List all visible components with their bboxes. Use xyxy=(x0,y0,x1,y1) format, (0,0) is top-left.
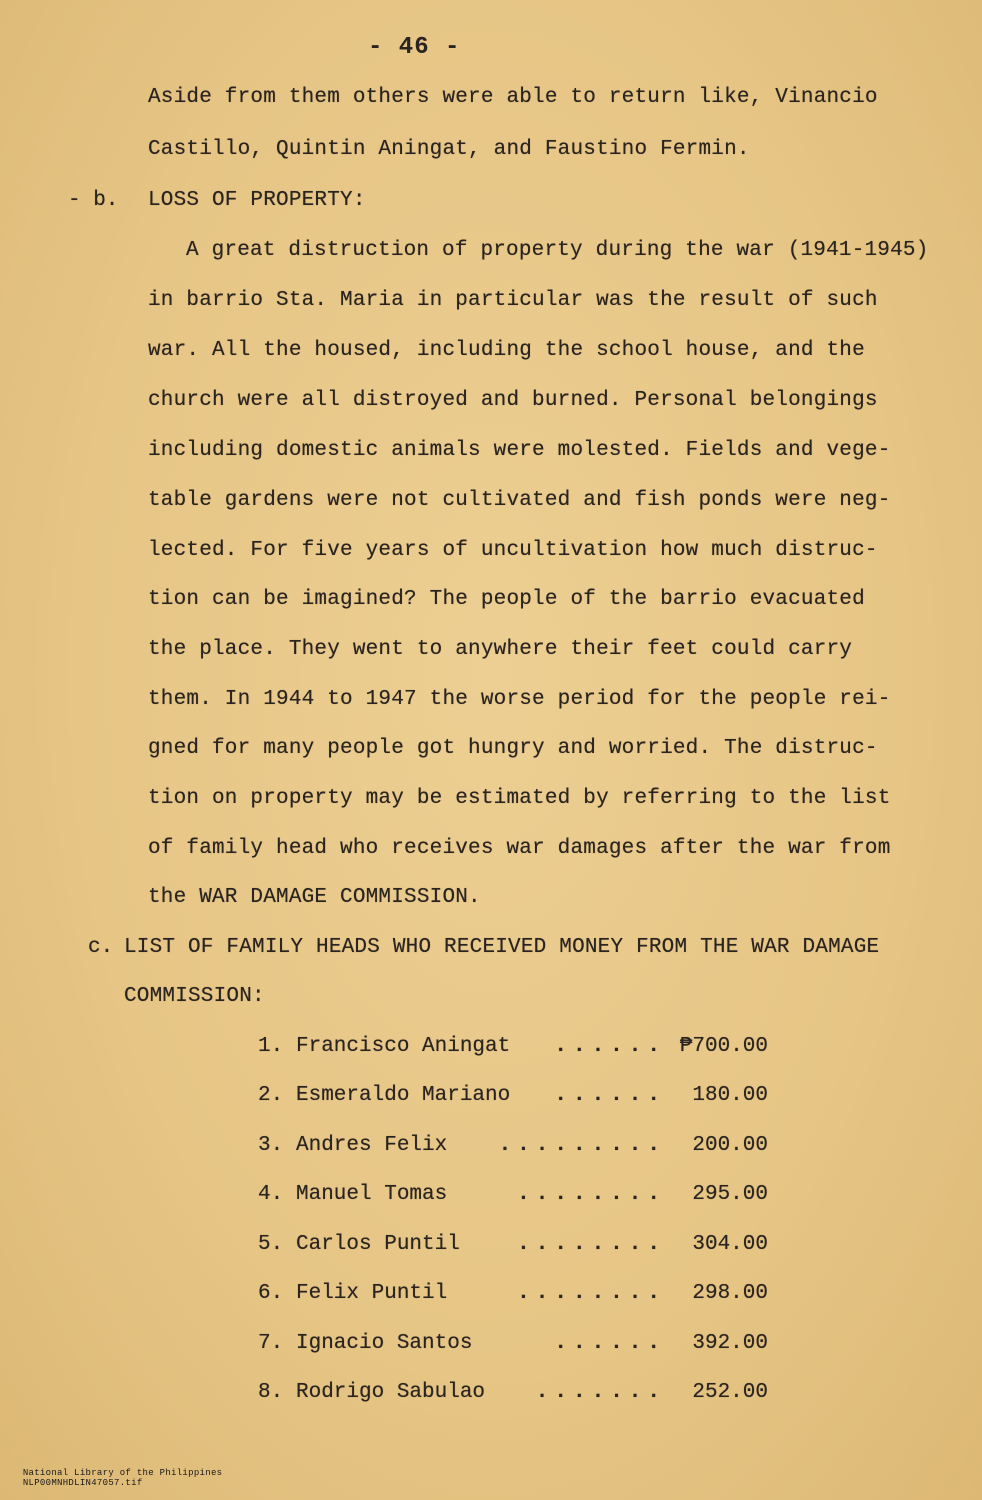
intro-line: Castillo, Quintin Aningat, and Faustino Fermin. xyxy=(148,138,750,161)
list-item-name: Felix Puntil xyxy=(296,1282,448,1305)
paragraph-line: lected. For five years of uncultivation how much distruc- xyxy=(148,539,878,562)
paragraph-line: church were all distroyed and burned. Personal belongings xyxy=(148,389,878,412)
paragraph-line: table gardens were not cultivated and fish ponds were neg- xyxy=(148,489,891,512)
list-item-name: Francisco Aningat xyxy=(296,1035,511,1058)
list-item-number: 3. xyxy=(258,1134,284,1157)
list-item-leader: ........ xyxy=(517,1282,666,1305)
list-item-leader: ........ xyxy=(517,1233,666,1256)
list-item-number: 4. xyxy=(258,1183,284,1206)
list-item-amount: 295.00 xyxy=(692,1183,768,1206)
list-item xyxy=(258,1084,768,1107)
section-c-heading: COMMISSION: xyxy=(124,985,265,1008)
list-item-amount: ₱700.00 xyxy=(679,1035,768,1058)
list-item-number: 6. xyxy=(258,1282,284,1305)
list-item-leader: ....... xyxy=(535,1381,666,1404)
list-item-amount: 180.00 xyxy=(692,1084,768,1107)
section-c-heading: LIST OF FAMILY HEADS WHO RECEIVED MONEY FROM THE WAR DAMAGE xyxy=(124,936,880,959)
list-item xyxy=(258,1183,768,1206)
list-item-amount: 200.00 xyxy=(692,1134,768,1157)
list-item xyxy=(258,1134,768,1157)
paragraph-line: tion on property may be estimated by referring to the list xyxy=(148,787,891,810)
list-item-leader: ........ xyxy=(517,1183,666,1206)
list-item-amount: 252.00 xyxy=(692,1381,768,1404)
list-item-name: Rodrigo Sabulao xyxy=(296,1381,486,1404)
list-item xyxy=(258,1282,768,1305)
intro-line: Aside from them others were able to return like, Vinancio xyxy=(148,86,878,109)
list-item-leader: ...... xyxy=(554,1084,666,1107)
paragraph-line: war. All the housed, including the school house, and the xyxy=(148,339,865,362)
list-item-name: Esmeraldo Mariano xyxy=(296,1084,511,1107)
list-item-number: 7. xyxy=(258,1332,284,1355)
paragraph-line: A great distruction of property during the war (1941-1945) xyxy=(186,239,929,262)
paragraph-line: in barrio Sta. Maria in particular was the result of such xyxy=(148,289,878,312)
list-item-amount: 304.00 xyxy=(692,1233,768,1256)
list-item xyxy=(258,1332,768,1355)
paragraph-line: tion can be imagined? The people of the barrio evacuated xyxy=(148,588,865,611)
paragraph-line: gned for many people got hungry and worried. The distruc- xyxy=(148,737,878,760)
list-item-amount: 392.00 xyxy=(692,1332,768,1355)
footer-library: National Library of the Philippines xyxy=(22,1468,223,1478)
paragraph-line: the place. They went to anywhere their feet could carry xyxy=(148,638,853,661)
list-item-number: 5. xyxy=(258,1233,284,1256)
page-number: - 46 - xyxy=(368,34,461,61)
footer-filename: NLP00MNHDLIN47057.tif xyxy=(22,1478,143,1488)
list-item-name: Ignacio Santos xyxy=(296,1332,473,1355)
section-c-marker: c. xyxy=(88,936,114,959)
list-item-leader: ...... xyxy=(554,1332,666,1355)
list-item xyxy=(258,1035,768,1058)
scan-footer xyxy=(0,1458,244,1498)
paragraph-line: including domestic animals were molested. Fields and vege- xyxy=(148,439,891,462)
paragraph-line: them. In 1944 to 1947 the worse period for the people rei- xyxy=(148,688,891,711)
list-item-number: 8. xyxy=(258,1381,284,1404)
list-item-number: 1. xyxy=(258,1035,284,1058)
list-item-name: Manuel Tomas xyxy=(296,1183,448,1206)
paragraph-line: the WAR DAMAGE COMMISSION. xyxy=(148,886,481,909)
list-item-leader: ......... xyxy=(498,1134,666,1157)
paragraph-line: of family head who receives war damages after the war from xyxy=(148,837,891,860)
section-b-marker: - b. xyxy=(68,189,119,212)
list-item xyxy=(258,1233,768,1256)
list-item xyxy=(258,1381,768,1404)
list-item-name: Andres Felix xyxy=(296,1134,448,1157)
section-b-heading: LOSS OF PROPERTY: xyxy=(148,189,366,212)
list-item-name: Carlos Puntil xyxy=(296,1233,460,1256)
list-item-amount: 298.00 xyxy=(692,1282,768,1305)
list-item-number: 2. xyxy=(258,1084,284,1107)
list-item-leader: ...... xyxy=(554,1035,666,1058)
